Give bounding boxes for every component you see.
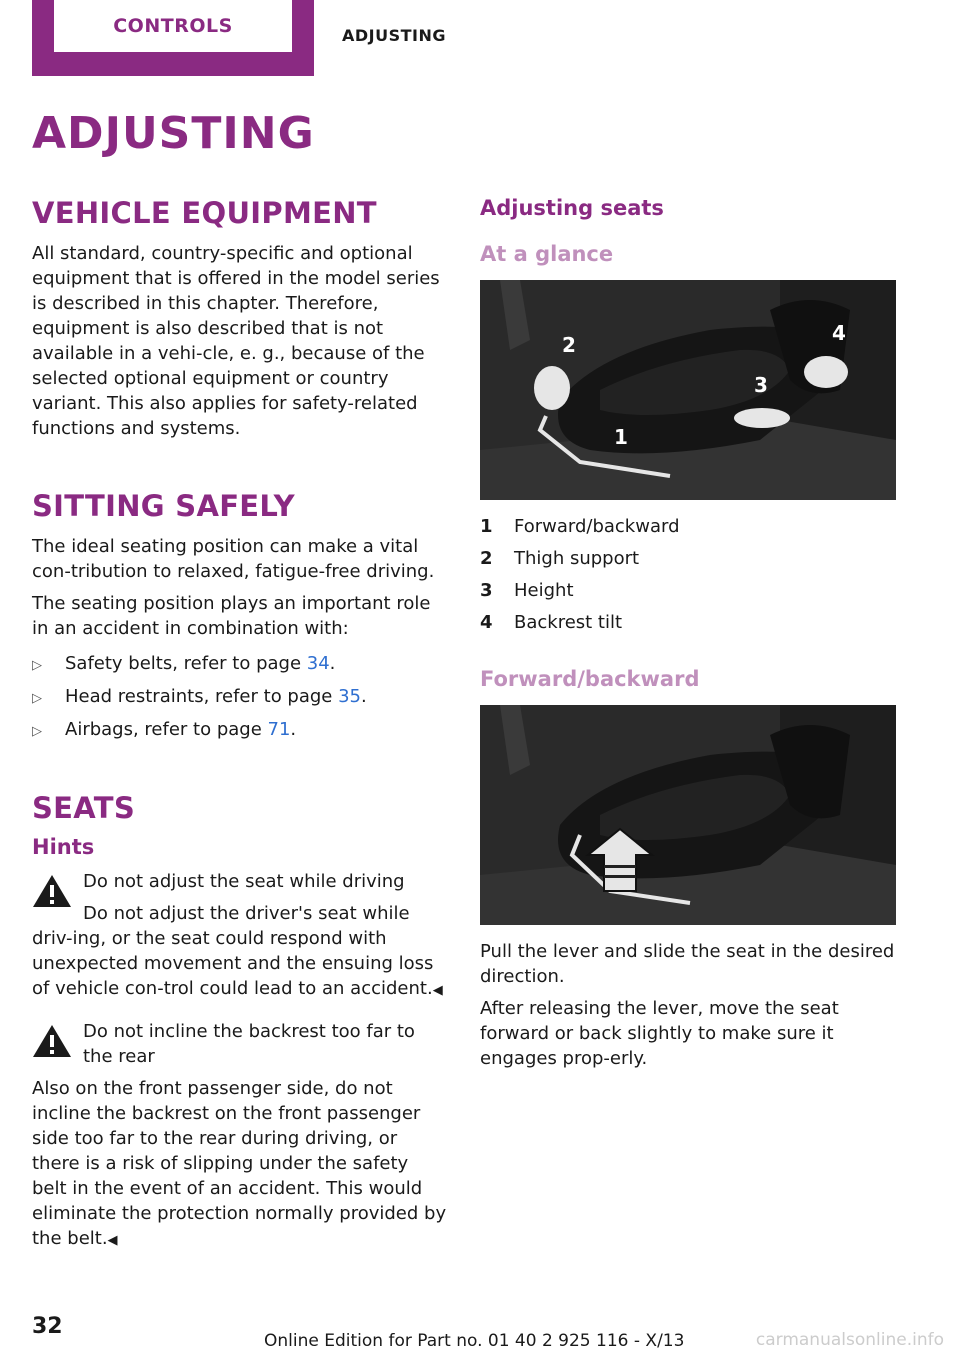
safety-bullets <box>32 648 448 747</box>
seat-overview-figure <box>480 280 896 500</box>
warning-triangle-icon <box>32 1023 72 1059</box>
triangle-bullet-icon: ▷ <box>32 723 42 739</box>
heading-forward-backward: Forward/backward <box>480 667 700 691</box>
legend-item: 2 Thigh support <box>480 548 640 569</box>
triangle-bullet-icon: ▷ <box>32 657 42 673</box>
warning-driving <box>32 869 448 1003</box>
bullet-safety-belts: ▷ Safety belts, refer to page 34. <box>32 648 448 681</box>
heading-hints: Hints <box>32 835 95 860</box>
legend-item: 1 Forward/backward <box>480 516 680 537</box>
heading-adjusting-seats: Adjusting seats <box>480 196 664 220</box>
heading-sitting-safely: SITTING SAFELY <box>32 488 295 523</box>
warning2-title: Do not incline the backrest too far to the rear <box>83 1021 415 1068</box>
footer-edition: Online Edition for Part no. 01 40 2 925 116 - X/13 <box>264 1331 685 1351</box>
page-title: ADJUSTING <box>32 108 315 159</box>
legend-item: 4 Backrest tilt <box>480 612 623 633</box>
forward-backward-illustration <box>480 705 896 925</box>
right-column <box>480 196 896 1078</box>
warning-backrest <box>32 1019 448 1253</box>
end-mark-icon: ◀ <box>432 983 443 999</box>
section-tab-label: ADJUSTING <box>342 26 447 45</box>
left-column <box>32 196 448 1260</box>
forward-backward-p2: After releasing the lever, move the seat forward or back slightly to make sure it engages prop-erly. <box>480 998 839 1069</box>
end-mark-icon: ◀ <box>107 1233 118 1249</box>
warning1-title: Do not adjust the seat while driving <box>83 871 405 893</box>
page-link-71[interactable]: 71 <box>267 718 291 740</box>
seat-overview-illustration <box>480 280 896 500</box>
vehicle-equipment-text: All standard, country-specific and optional equipment that is offered in the model series is described in this chapter. Therefore, equipment is also described that is not available in a vehi-cle, e. g., because of the selected optional equipment or country variant. This also applies for safety-related functions and systems. <box>32 242 440 439</box>
warning1-text: Do not adjust the driver's seat while driv-ing, or the seat could respond with unexpected movement and the ensuing loss of vehicle con-trol could lead to an accident.◀ <box>32 903 443 1000</box>
bullet-airbags: ▷ Airbags, refer to page 71. <box>32 714 448 747</box>
chapter-tab-label: CONTROLS <box>54 0 292 52</box>
figure-label-4: 4 <box>832 321 846 345</box>
legend-item: 3 Height <box>480 580 574 601</box>
sitting-safely-p2: The seating position plays an important role in an accident in combination with: <box>32 592 431 639</box>
sitting-safely-p1: The ideal seating position can make a vital con-tribution to relaxed, fatigue-free driving. <box>32 535 435 582</box>
warning-triangle-icon <box>32 873 72 909</box>
chapter-tab <box>32 0 314 76</box>
heading-seats: SEATS <box>32 790 136 825</box>
heading-vehicle-equipment: VEHICLE EQUIPMENT <box>32 196 377 230</box>
page-link-35[interactable]: 35 <box>338 685 362 707</box>
page-number: 32 <box>32 1314 63 1339</box>
figure-label-3: 3 <box>754 373 768 397</box>
heading-at-a-glance: At a glance <box>480 242 614 266</box>
triangle-bullet-icon: ▷ <box>32 690 42 706</box>
forward-backward-p1: Pull the lever and slide the seat in the desired direction. <box>480 941 895 987</box>
figure-label-1: 1 <box>614 425 628 449</box>
seat-legend <box>480 514 896 635</box>
bullet-head-restraints: ▷ Head restraints, refer to page 35. <box>32 681 448 714</box>
page-link-34[interactable]: 34 <box>306 652 330 674</box>
forward-backward-figure <box>480 705 896 925</box>
watermark: carmanualsonline.info <box>755 1330 944 1350</box>
warning2-text: Also on the front passenger side, do not incline the backrest on the front passenger side too far to the rear during driving, or there is a risk of slipping under the safety belt in the event of an accident. This would eliminate the protection normally provided by the belt.◀ <box>32 1078 447 1250</box>
figure-label-2: 2 <box>562 333 576 357</box>
